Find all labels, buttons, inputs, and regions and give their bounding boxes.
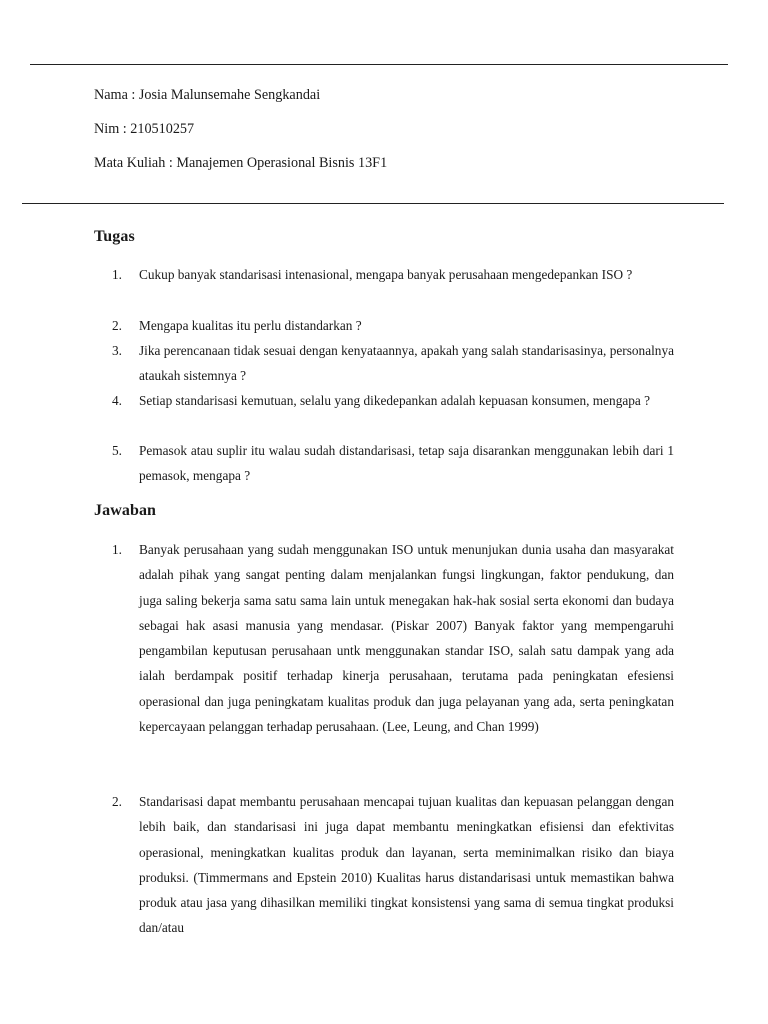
student-info — [94, 86, 387, 172]
top-divider — [30, 64, 728, 65]
question-text: Cukup banyak standarisasi intenasional, mengapa banyak perusahaan mengedepankan ISO ? — [139, 267, 633, 282]
question-text: Pemasok atau suplir itu walau sudah distandarisasi, tetap saja disarankan menggunakan lebih dari 1 pemasok, mengapa ? — [139, 443, 674, 483]
question-number: 4. — [112, 393, 122, 408]
jawaban-heading: Jawaban — [94, 502, 157, 519]
tugas-heading: Tugas — [94, 228, 135, 245]
question-text: Mengapa kualitas itu perlu distandarkan ? — [139, 318, 362, 333]
answer-number: 2. — [112, 794, 122, 809]
course-name: Mata Kuliah : Manajemen Operasional Bisnis 13F1 — [94, 155, 388, 171]
student-nim: Nim : 210510257 — [94, 121, 195, 137]
question-number: 5. — [112, 443, 122, 458]
answer-text: Standarisasi dapat membantu perusahaan mencapai tujuan kualitas dan kepuasan pelanggan dengan lebih baik, dan standarisasi ini juga dapat membantu meningkatkan efisiensi dan efektivitas operasional, meningkatkan kualitas produk dan layanan, serta meminimalkan risiko dan biaya produksi. (Timmermans and Epstein 2010) Kualitas harus distandarisasi untuk memastikan bahwa produk atau jasa yang dihasilkan memiliki tingkat konsistensi yang sama di semua tingkat produksi dan/atau — [139, 794, 674, 936]
question-number: 2. — [112, 318, 122, 333]
question-text: Setiap standarisasi kemutuan, selalu yang dikedepankan adalah kepuasan konsumen, mengapa ? — [139, 393, 651, 408]
question-number: 1. — [112, 267, 122, 282]
question-number: 3. — [112, 343, 122, 358]
header-divider — [22, 203, 724, 204]
question-text: Jika perencanaan tidak sesuai dengan kenyataannya, apakah yang salah standarisasinya, personalnya ataukah sistemnya ? — [139, 343, 674, 383]
answer-number: 1. — [112, 542, 122, 557]
student-name: Nama : Josia Malunsemahe Sengkandai — [94, 87, 321, 103]
answer-text: Banyak perusahaan yang sudah menggunakan ISO untuk menunjukan dunia usaha dan masyarakat adalah pihak yang sangat penting dalam menjalankan fungsi lingkungan, faktor pendukung, dan juga saling bekerja sama satu sama lain untuk menegakan hak-hak sosial serta ekonomi dan budaya sebagai hak asasi manusia yang mendasar. (Piskar 2007) Banyak faktor yang mempengaruhi pengambilan keputusan perusahaan untk menggunakan standar ISO, salah satu dampak yang ada ialah berdampak positif terhadap kinerja perusahaan, terutama pada peningkatan efesiensi operasional dan juga peningkatam kualitas produk dan juga pelayanan yang ada, serta peningkatan kepercayaan pelanggan terhadap perusahaan. (Lee, Leung, and Chan 1999) — [139, 542, 674, 735]
